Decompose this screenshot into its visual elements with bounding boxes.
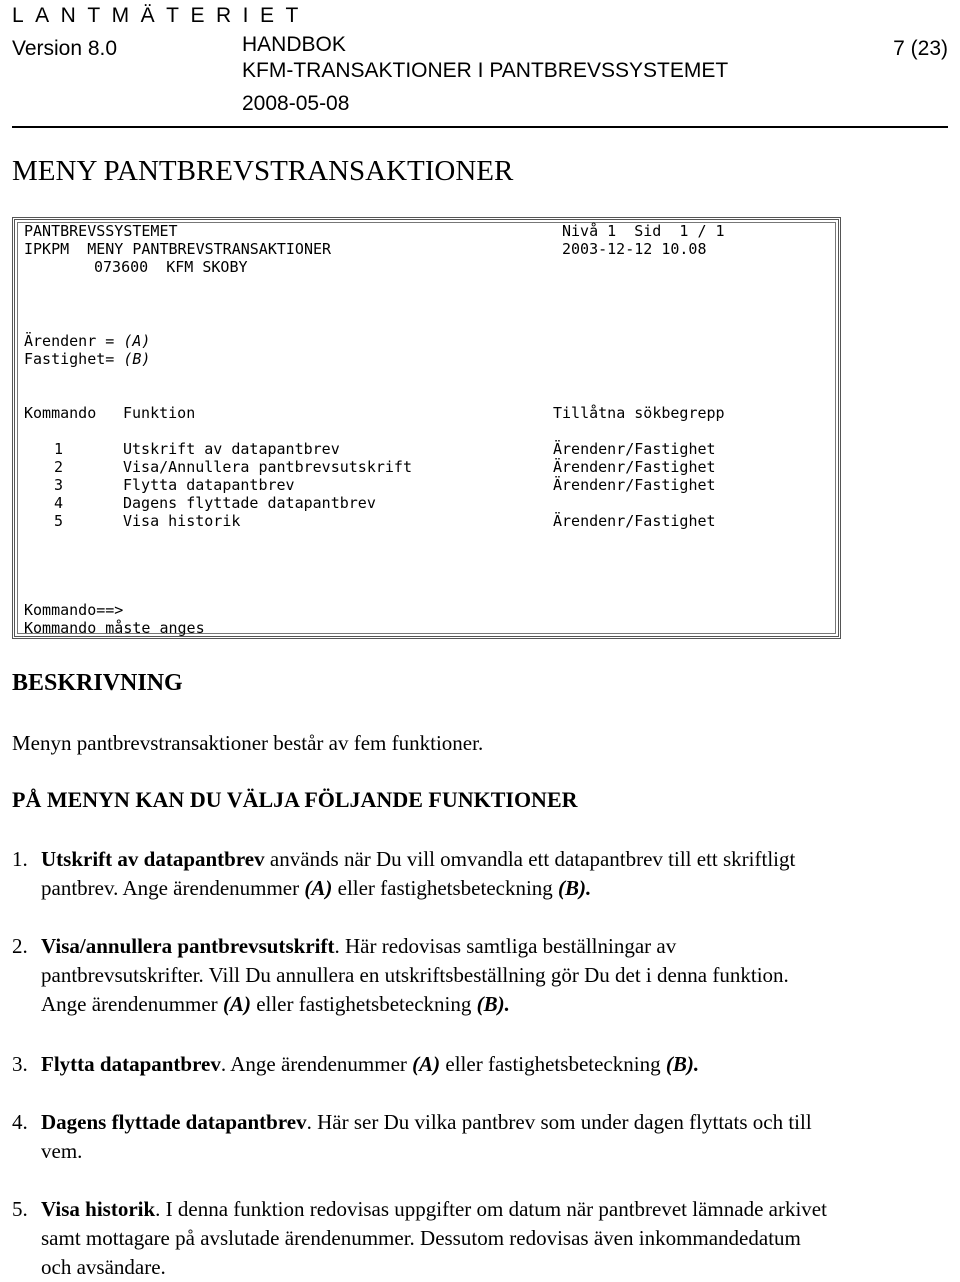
item-name: Dagens flyttade datapantbrev: [41, 1110, 307, 1134]
item-text-mid: eller fastighetsbeteckning: [250, 992, 477, 1016]
menu-row-function[interactable]: Flytta datapantbrev: [123, 476, 295, 494]
page-title: MENY PANTBREVSTRANSAKTIONER: [12, 155, 514, 187]
menu-row-function[interactable]: Utskrift av datapantbrev: [123, 440, 340, 458]
item-text: används när Du vill omvandla ett datapantbrev till ett skriftligt pantbrev. Ange ärendenummer: [41, 847, 796, 900]
beskrivning-heading: BESKRIVNING: [12, 670, 183, 696]
status-message: Kommando måste anges: [24, 619, 205, 637]
screen-level-page: Nivå 1 Sid 1 / 1: [562, 222, 725, 240]
item-text: . Här redovisas samtliga beställningar av pantbrevsutskrifter. Vill Du annullera en utskriftsbeställning gör Du det i denna funktion. Ange ärendenummer: [41, 934, 789, 1016]
menu-row-number: 5: [54, 512, 64, 530]
item-text-mid: eller fastighetsbeteckning: [440, 1052, 666, 1076]
header-divider: [12, 126, 948, 128]
fastighet-label: Fastighet=: [24, 350, 124, 368]
item-code-b: (B).: [558, 876, 592, 900]
menu-row-number: 1: [54, 440, 64, 458]
functions-heading: PÅ MENYN KAN DU VÄLJA FÖLJANDE FUNKTIONER: [12, 787, 578, 812]
item-text: . I denna funktion redovisas uppgifter om datum när pantbrevet lämnade arkivet samt mottagare på avslutade ärendenummer. Dessutom redovisas även inkommandedatum och avsändare.: [41, 1197, 827, 1279]
item-number: 2.: [12, 934, 28, 958]
item-name: Visa historik: [41, 1197, 156, 1221]
screen-menu-name: IPKPM MENY PANTBREVSTRANSAKTIONER: [24, 240, 332, 258]
menu-row-function[interactable]: Dagens flyttade datapantbrev: [123, 494, 376, 512]
fastighet-value: (B): [123, 350, 151, 368]
arende-label: Ärendenr =: [24, 332, 124, 350]
column-header-sokbegrepp: Tillåtna sökbegrepp: [553, 404, 725, 422]
screen-timestamp: 2003-12-12 10.08: [562, 240, 707, 258]
item-number: 4.: [12, 1110, 28, 1134]
item-text: . Här ser Du vilka pantbrev som under dagen flyttats och till vem.: [41, 1110, 812, 1163]
document-subtitle: KFM-TRANSAKTIONER I PANTBREVSSYSTEMET: [242, 59, 729, 82]
item-number: 5.: [12, 1197, 28, 1221]
item-name: Visa/annullera pantbrevsutskrift: [41, 934, 335, 958]
fastighet-field[interactable]: [24, 350, 150, 368]
menu-row-number: 2: [54, 458, 64, 476]
item-code-a: (A): [412, 1052, 441, 1076]
menu-row-function[interactable]: Visa historik: [123, 512, 241, 530]
item-number: 1.: [12, 847, 28, 871]
menu-row-search: Ärendenr/Fastighet: [553, 512, 716, 530]
item-code-a: (A): [304, 876, 333, 900]
arende-field[interactable]: [24, 332, 150, 350]
menu-row-number: 4: [54, 494, 64, 512]
screen-system-name: PANTBREVSSYSTEMET: [24, 222, 178, 240]
menu-row-search: Ärendenr/Fastighet: [553, 476, 716, 494]
version-label: Version 8.0: [12, 37, 118, 60]
item-text-mid: eller fastighetsbeteckning: [332, 876, 559, 900]
menu-row-number: 3: [54, 476, 64, 494]
handbook-label: HANDBOK: [242, 33, 346, 56]
document-date: 2008-05-08: [242, 92, 350, 115]
item-code-b: (B).: [665, 1052, 700, 1076]
screen-office: 073600 KFM SKOBY: [94, 258, 248, 276]
terminal-screen: [12, 217, 841, 639]
arende-value: (A): [123, 332, 151, 350]
menu-row-search: Ärendenr/Fastighet: [553, 458, 716, 476]
item-code-a: (A): [222, 992, 251, 1016]
column-header-funktion: Funktion: [123, 404, 196, 422]
column-header-kommando: Kommando: [24, 404, 97, 422]
menu-row-function[interactable]: Visa/Annullera pantbrevsutskrift: [123, 458, 412, 476]
menu-row-search: Ärendenr/Fastighet: [553, 440, 716, 458]
organization-name: LANTMÄTERIET: [12, 4, 310, 27]
beskrivning-text: Menyn pantbrevstransaktioner består av fem funktioner.: [12, 731, 484, 755]
item-code-b: (B).: [476, 992, 510, 1016]
command-input[interactable]: Kommando==>: [24, 601, 124, 619]
item-number: 3.: [12, 1052, 28, 1076]
item-text: . Ange ärendenummer: [220, 1052, 413, 1076]
item-name: Utskrift av datapantbrev: [41, 847, 265, 871]
page-number: 7 (23): [893, 37, 948, 60]
item-name: Flytta datapantbrev: [41, 1052, 221, 1076]
